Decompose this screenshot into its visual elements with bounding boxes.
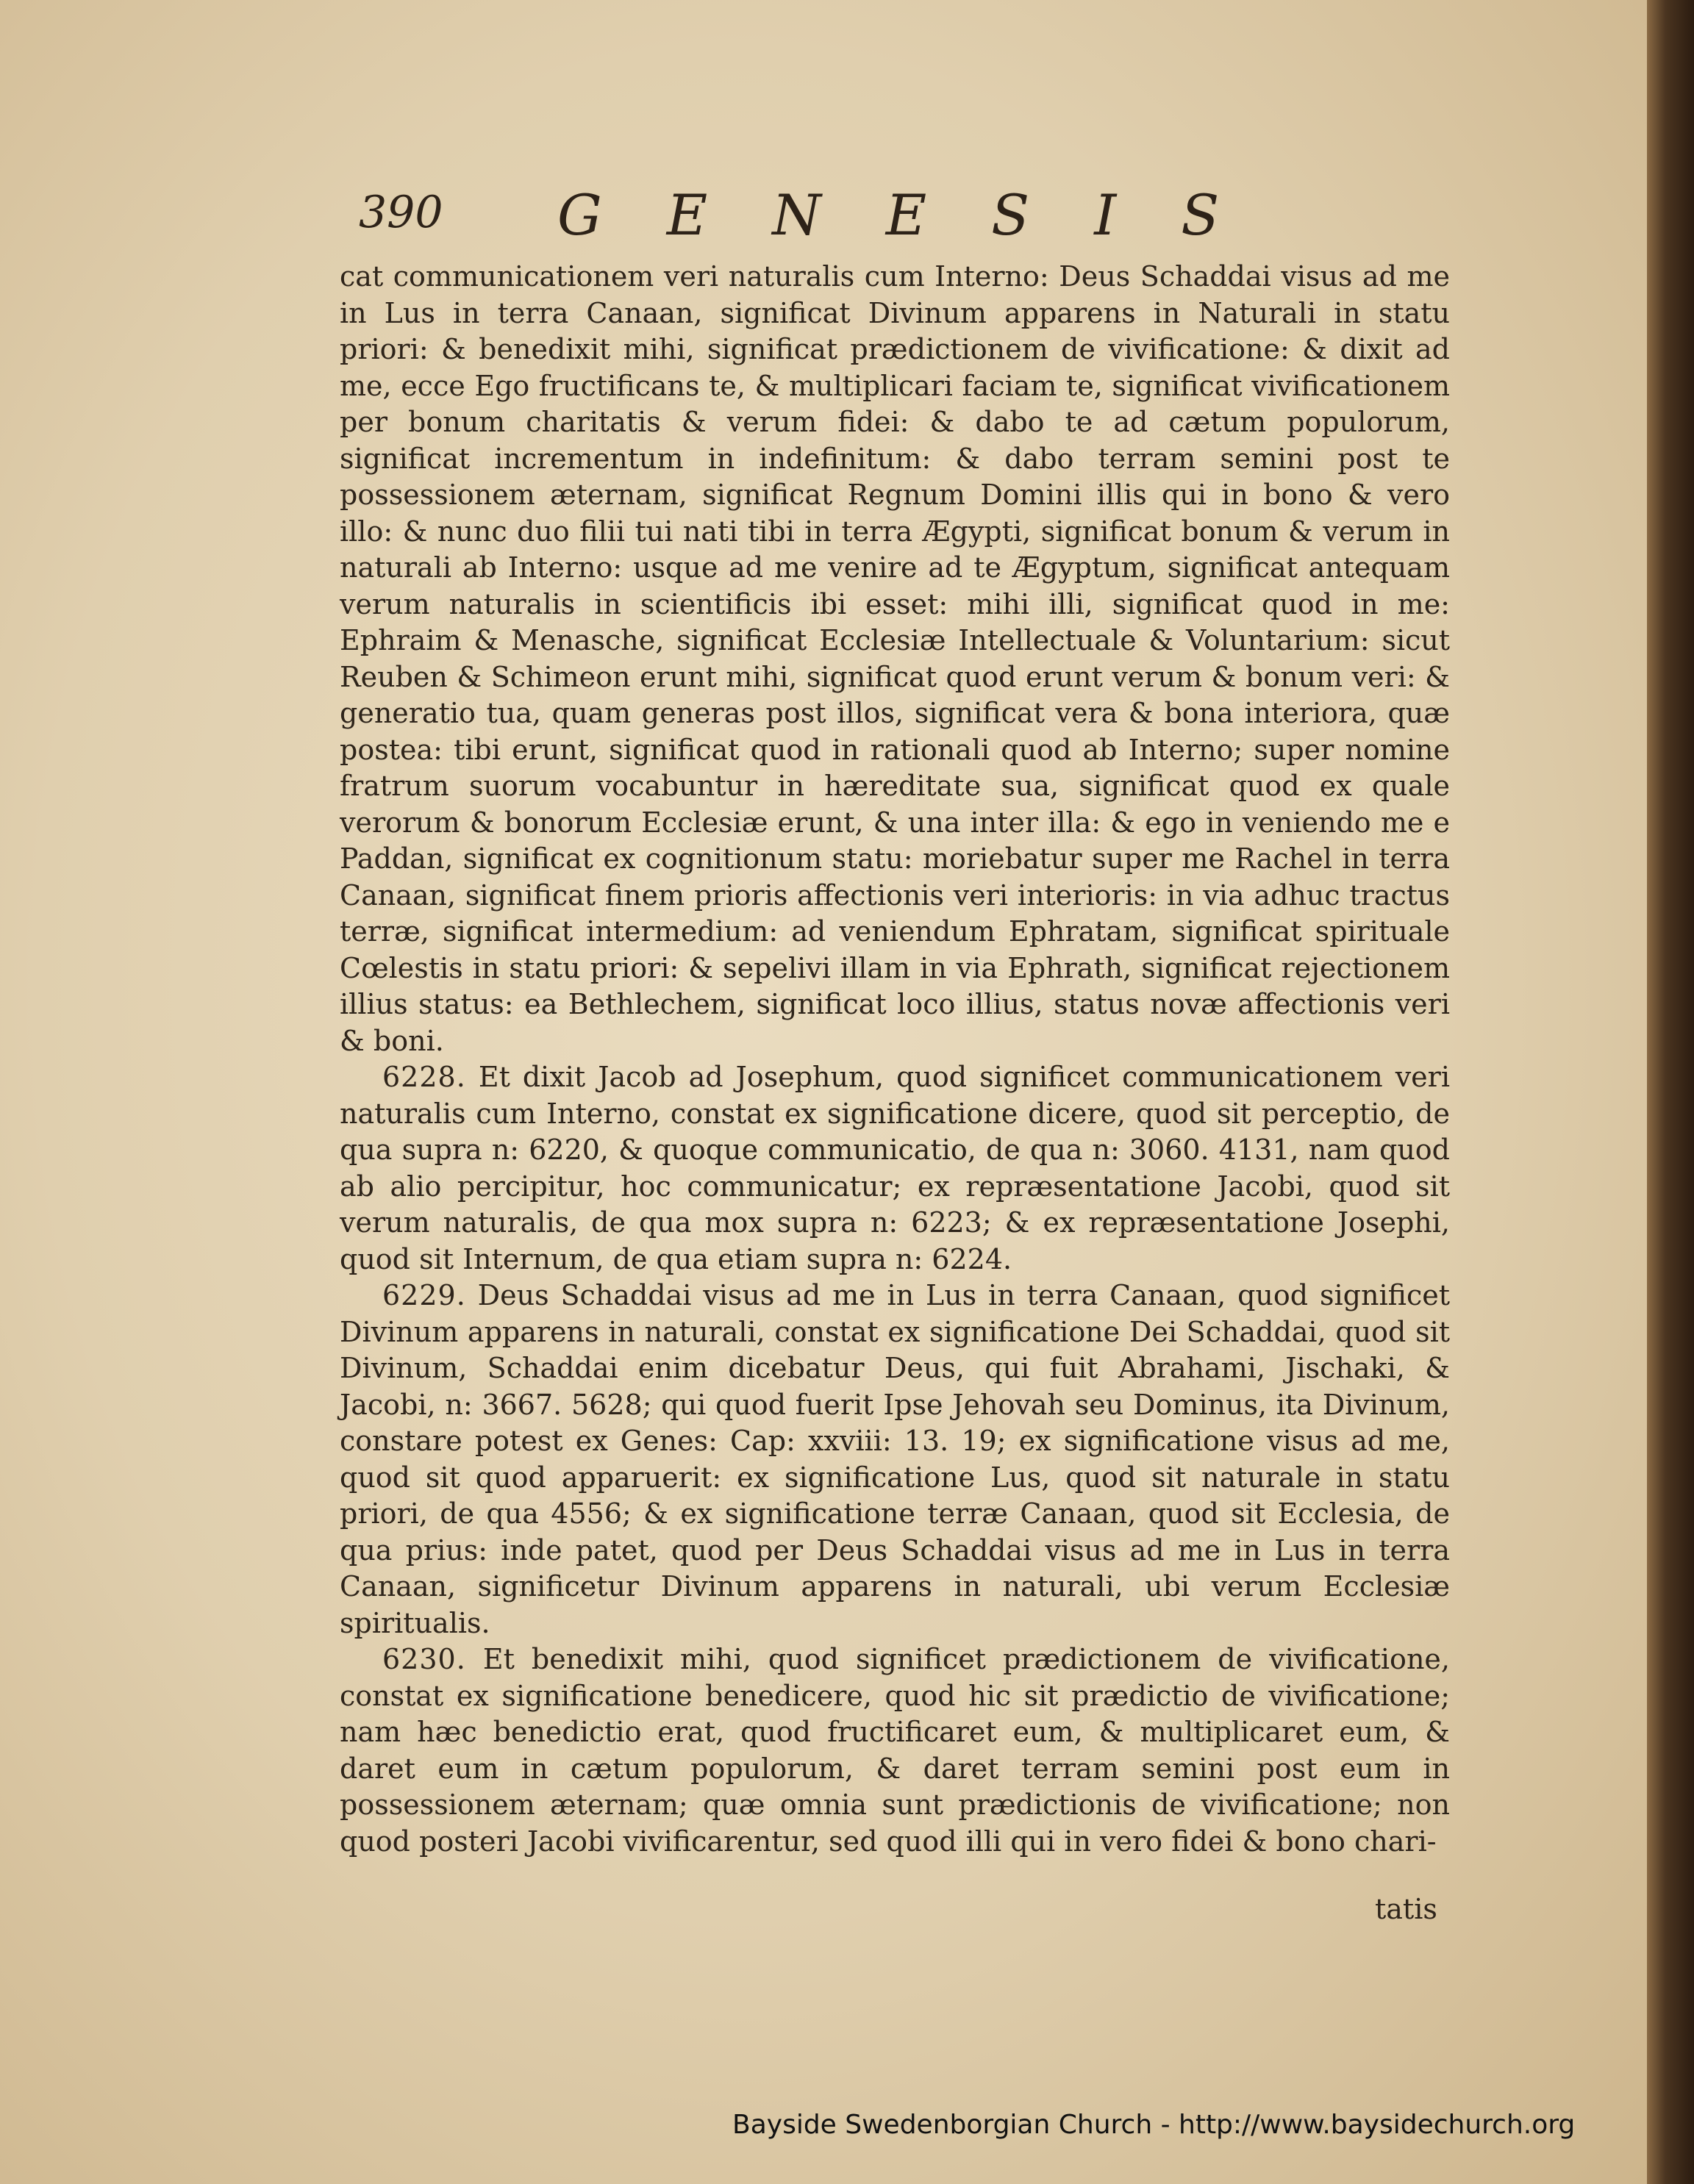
paragraph-6228	[340, 1059, 1450, 1278]
paragraph-number: 6229.	[382, 1279, 466, 1311]
paragraph-text: cat communicationem veri naturalis cum Interno: Deus Schaddai visus ad me in Lus in terra Canaan, significat Divinum apparens in Naturali in statu priori: & benedixit mihi, significat prædictionem de vivificatione: & dixit ad me, ecce Ego fructificans te, & multiplicari faciam te, significat vivificationem per bonum charitatis & verum fidei: & dabo te ad cætum populorum, significat incrementum in indefinitum: & dabo terram semini post te possessionem æternam, significat Regnum Domini illis qui in bono & vero illo: & nunc duo filii tui nati tibi in terra Ægypti, significat bonum & verum in naturali ab Interno: usque ad me venire ad te Ægyptum, significat antequam verum naturalis in scientificis ibi esset: mihi illi, significat quod in me: Ephraim & Menasche, significat Ecclesiæ Intellectuale & Voluntarium: sicut Reuben & Schimeon erunt mihi, significat quod erunt verum & bonum veri: & generatio tua, quam generas post illos, significat vera & bona interiora, quæ postea: tibi erunt, significat quod in rationali quod ab Interno; super nomine fratrum suorum vocabuntur in hæreditate sua, significat quod ex quale verorum & bonorum Ecclesiæ erunt, & una inter illa: & ego in veniendo me e Paddan, significat ex cognitionum statu: moriebatur super me Rachel in terra Canaan, significat finem prioris affectionis veri interioris: in via adhuc tractus terræ, significat intermedium: ad veniendum Ephratam, significat spirituale Cœlestis in statu priori: & sepelivi illam in via Ephrath, significat rejectionem illius status: ea Bethlechem, significat loco illius, status novæ affectionis veri & boni.	[340, 260, 1450, 1057]
paragraph-6230	[340, 1641, 1450, 1860]
footer-credit: Bayside Swedenborgian Church - http://www.baysidechurch.org	[732, 2110, 1576, 2140]
paragraph-number: 6228.	[382, 1061, 466, 1093]
page-header	[359, 182, 1491, 248]
paragraph-6229	[340, 1278, 1450, 1641]
body-text	[340, 259, 1450, 1860]
paragraph-text: Et dixit Jacob ad Josephum, quod significet communicationem veri naturalis cum Interno, constat ex significatione dicere, quod sit perceptio, de qua supra n: 6220, & quoque communicatio, de qua n: 3060. 4131, nam quod ab alio percipitur, hoc communicatur; ex repræsentatione Jacobi, quod sit verum naturalis, de qua mox supra n: 6223; & ex repræsentatione Josephi, quod sit Internum, de qua etiam supra n: 6224.	[340, 1061, 1450, 1275]
paragraph-number: 6230.	[382, 1643, 466, 1675]
paragraph-text: Et benedixit mihi, quod significet prædictionem de vivificatione, constat ex significatione benedicere, quod hic sit prædictio de vivificatione; nam hæc benedictio erat, quod fructificaret eum, & multiplicaret eum, & daret eum in cætum populorum, & daret terram semini post eum in possessionem æternam; quæ omnia sunt prædictionis de vivificatione; non quod posteri Jacobi vivificarentur, sed quod illi qui in vero fidei & bono chari-	[340, 1643, 1450, 1858]
book-spine-edge	[1647, 0, 1694, 2184]
catchword: tatis	[1375, 1893, 1437, 1925]
paragraph-continuation	[340, 259, 1450, 1059]
running-title: GENESIS	[557, 182, 1284, 248]
paragraph-text: Deus Schaddai visus ad me in Lus in terra Canaan, quod significet Divinum apparens in naturali, constat ex significatione Dei Schaddai, quod sit Divinum, Schaddai enim dicebatur Deus, qui fuit Abrahami, Jischaki, & Jacobi, n: 3667. 5628; qui quod fuerit Ipse Jehovah seu Dominus, ita Divinum, constare potest ex Genes: Cap: xxviii: 13. 19; ex significatione visus ad me, quod sit quod apparuerit: ex significatione Lus, quod sit naturale in statu priori, de qua 4556; & ex significatione terræ Canaan, quod sit Ecclesia, de qua prius: inde patet, quod per Deus Schaddai visus ad me in Lus in terra Canaan, significetur Divinum apparens in naturali, ubi verum Ecclesiæ spiritualis.	[340, 1279, 1450, 1639]
page-number: 390	[359, 187, 443, 238]
